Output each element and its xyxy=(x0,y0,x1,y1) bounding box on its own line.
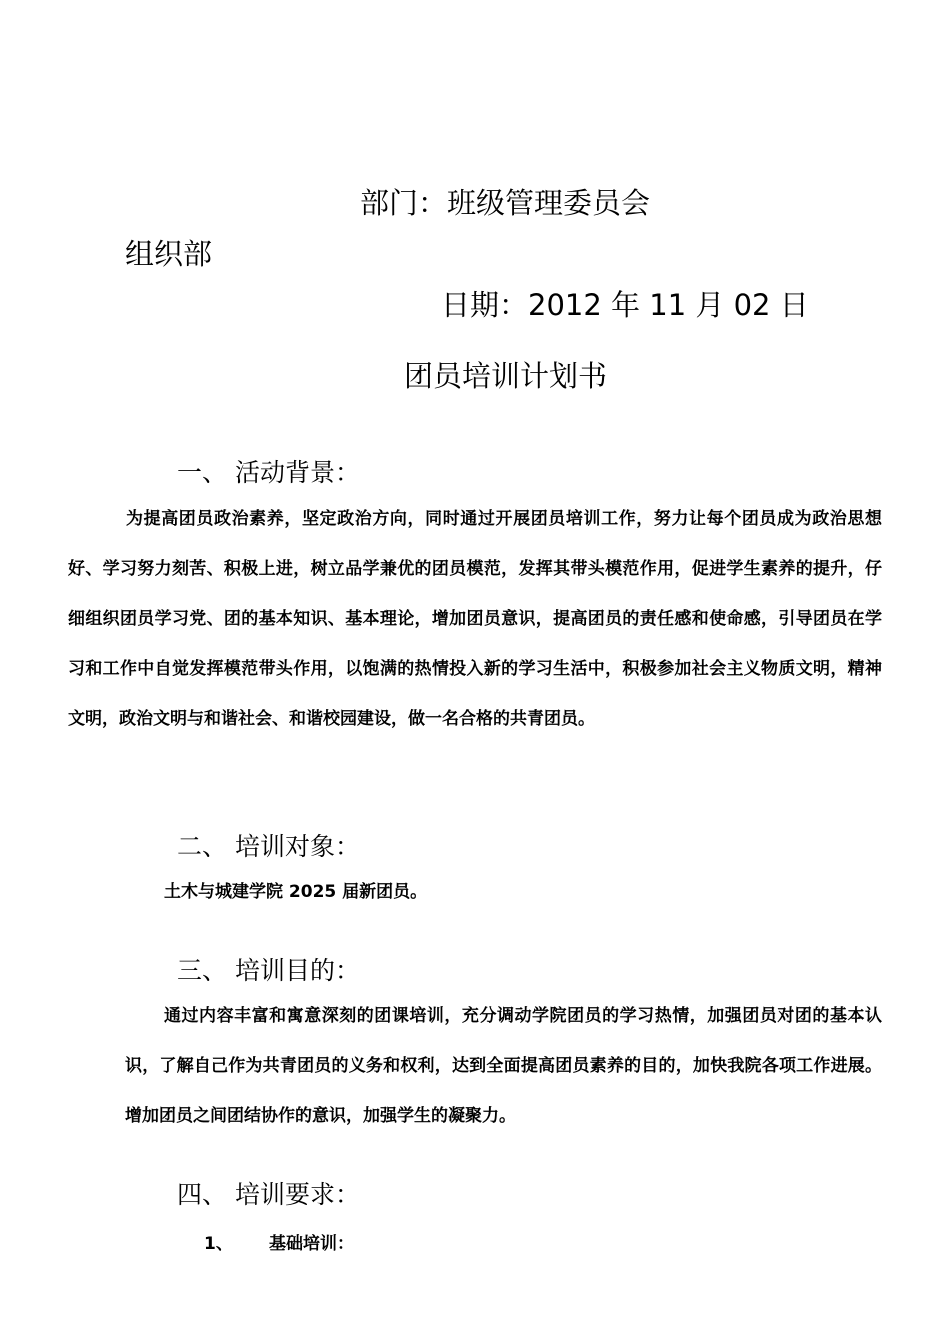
section-body: 通过内容丰富和寓意深刻的团课培训，充分调动学院团员的学习热情，加强团员对团的基本认识，了解自己作为共青团员的义务和权利，达到全面提高团员素养的目的，加快我院各项工作进展。增加团员之间团结协作的意识，加强学生的凝聚力。 xyxy=(125,1006,882,1126)
section-body: 为提高团员政治素养，坚定政治方向，同时通过开展团员培训工作，努力让每个团员成为政治思想好、学习努力刻苦、积极上进，树立品学兼优的团员模范，发挥其带头模范作用，促进学生素养的提升，仔细组织团员学习党、团的基本知识、基本理论，增加团员意识，提高团员的责任感和使命感，引导团员在学习和工作中自觉发挥模范带头作用，以饱满的热情投入新的学习生活中，积极参加社会主义物质文明，精神文明，政治文明与和谐社会、和谐校园建设，做一名合格的共青团员。 xyxy=(68,509,882,729)
document-title: 团员培训计划书 xyxy=(404,359,608,393)
section-title: 培训要求： xyxy=(235,1180,361,1209)
section-title: 培训对象： xyxy=(235,832,361,861)
subsection-heading xyxy=(204,1229,354,1254)
section-title: 培训目的： xyxy=(235,956,361,985)
section-number: 四、 xyxy=(177,1180,228,1209)
section-heading xyxy=(177,1175,360,1211)
department-line: 部门：班级管理委员会 xyxy=(360,186,651,220)
section-number: 三、 xyxy=(177,956,228,985)
section-number: 二、 xyxy=(177,832,228,861)
subsection-number: 1、 xyxy=(204,1234,233,1254)
section-body: 土木与城建学院 2025 届新团员。 xyxy=(164,882,428,902)
date-line: 日期：2012 年 11 月 02 日 xyxy=(441,288,809,322)
section-heading xyxy=(177,453,360,489)
section-heading xyxy=(177,951,360,987)
section-heading xyxy=(177,827,360,863)
section-title: 活动背景： xyxy=(235,458,361,487)
subsection-title: 基础培训： xyxy=(269,1234,354,1254)
section-number: 一、 xyxy=(177,458,228,487)
department-continuation: 组织部 xyxy=(125,237,213,271)
